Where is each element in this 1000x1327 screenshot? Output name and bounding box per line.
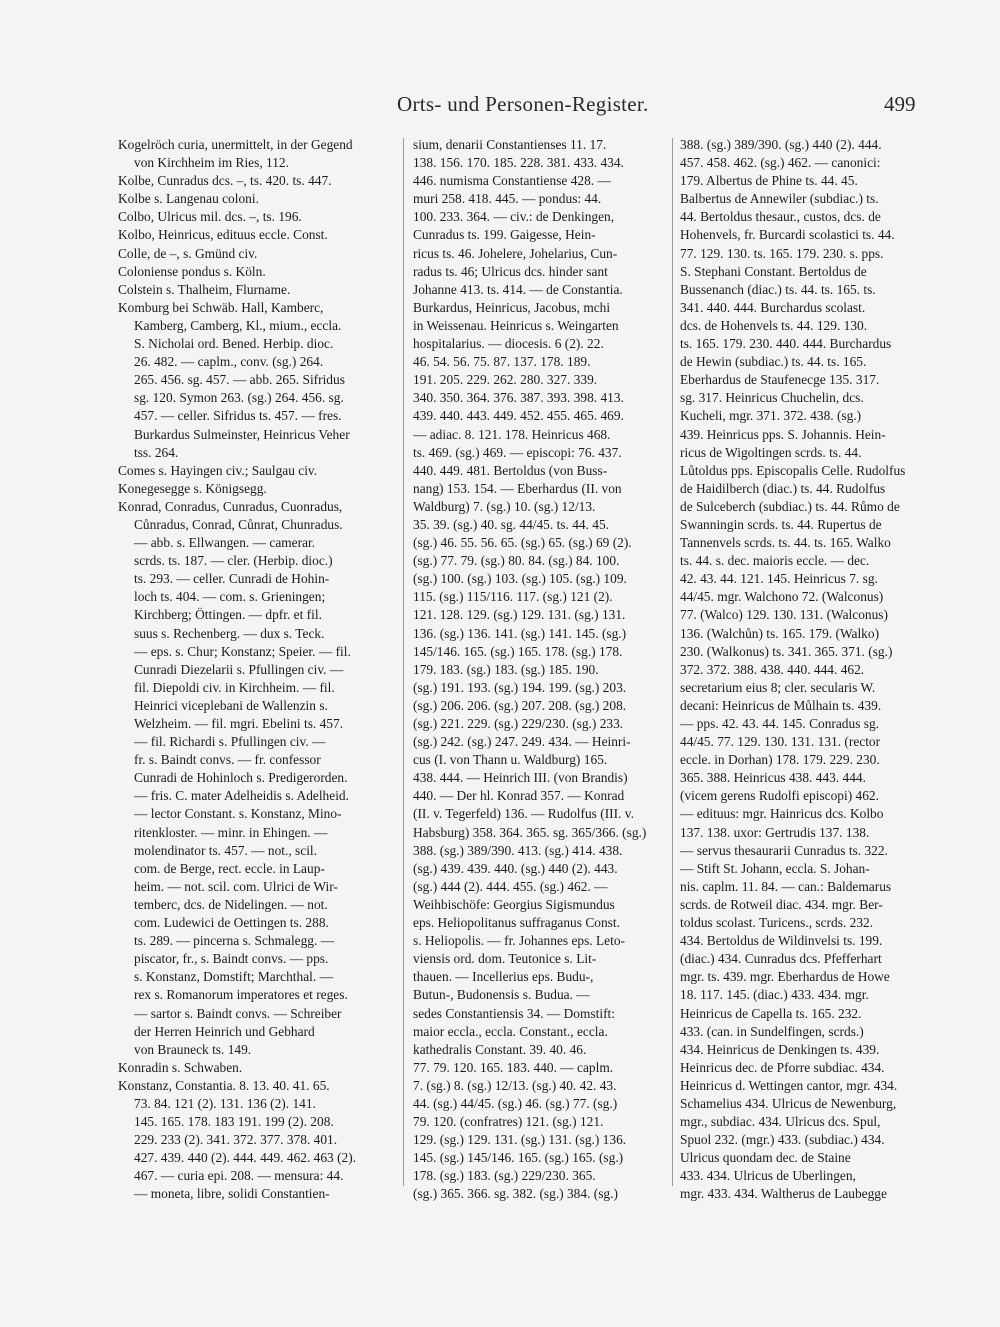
register-line: tss. 264. bbox=[134, 444, 179, 460]
register-line: Schamelius 434. Ulricus de Newenburg, bbox=[680, 1095, 897, 1111]
page-number: 499 bbox=[884, 92, 916, 116]
register-line: — pps. 42. 43. 44. 145. Conradus sg. bbox=[680, 716, 880, 731]
register-line: 467. — curia epi. 208. — mensura: 44. bbox=[134, 1168, 344, 1184]
register-line: 191. 205. 229. 262. 280. 327. 339. bbox=[413, 372, 598, 388]
register-line: (sg.) 46. 55. 56. 65. (sg.) 65. (sg.) 69 (2). bbox=[413, 535, 632, 551]
register-line: Colstein s. Thalheim, Flurname. bbox=[118, 281, 291, 297]
register-line: — fil. Richardi s. Pfullingen civ. — bbox=[134, 734, 326, 750]
register-line: 100. 233. 364. — civ.: de Denkingen, bbox=[413, 209, 615, 225]
register-line: Burkardus, Heinricus, Jacobus, mchi bbox=[413, 299, 611, 315]
register-line: 457. 458. 462. (sg.) 462. — canonici: bbox=[680, 155, 881, 171]
register-line: s. Heliopolis. — fr. Johannes eps. Leto- bbox=[413, 933, 625, 949]
register-line: de Hewin (subdiac.) ts. 44. ts. 165. bbox=[680, 354, 867, 370]
register-line: molendinator ts. 457. — not., scil. bbox=[134, 842, 317, 858]
register-line: mgr. 433. 434. Waltherus de Laubegge bbox=[680, 1186, 887, 1202]
register-line: ricus de Wigoltingen scrds. ts. 44. bbox=[680, 444, 862, 460]
register-line: maior eccla., eccla. Constant., eccla. bbox=[413, 1023, 608, 1039]
register-line: Burkardus Sulmeinster, Heinricus Veher bbox=[134, 426, 350, 442]
register-line: sium, denarii Constantienses 11. 17. bbox=[413, 137, 607, 152]
register-line: suus s. Rechenberg. — dux s. Teck. bbox=[134, 625, 325, 641]
register-line: 137. 138. uxor: Gertrudis 137. 138. bbox=[680, 824, 870, 840]
register-line: Konegesegge s. Königsegg. bbox=[118, 480, 267, 496]
register-line: — servus thesaurarii Cunradus ts. 322. bbox=[680, 842, 888, 858]
register-line: fr. s. Baindt convs. — fr. confessor bbox=[134, 752, 321, 768]
register-line: (sg.) 365. 366. sg. 382. (sg.) 384. (sg.) bbox=[413, 1186, 618, 1202]
register-line: in Weissenau. Heinricus s. Weingarten bbox=[413, 317, 619, 333]
register-line: heim. — not. scil. com. Ulrici de Wir- bbox=[134, 878, 338, 894]
register-line: nang) 153. 154. — Eberhardus (II. von bbox=[413, 480, 622, 496]
register-line: 372. 372. 388. 438. 440. 444. 462. bbox=[680, 661, 865, 677]
register-line: — lector Constant. s. Konstanz, Mino- bbox=[134, 806, 342, 822]
register-line: Coloniense pondus s. Köln. bbox=[118, 263, 266, 279]
register-line: 434. Bertoldus de Wildinvelsi ts. 199. bbox=[680, 933, 883, 949]
register-line: 438. 444. — Heinrich III. (von Brandis) bbox=[413, 770, 628, 786]
register-line: mgr., subdiac. 434. Ulricus dcs. Spul, bbox=[680, 1114, 881, 1130]
register-line: Waldburg) 7. (sg.) 10. (sg.) 12/13. bbox=[413, 498, 596, 514]
column-divider bbox=[403, 138, 404, 1186]
register-line: (sg.) 77. 79. (sg.) 80. 84. (sg.) 84. 100. bbox=[413, 553, 620, 569]
register-column-1 bbox=[118, 136, 393, 1204]
register-line: Kolbo, Heinricus, edituus eccle. Const. bbox=[118, 227, 328, 243]
register-line: 136. (sg.) 136. 141. (sg.) 141. 145. (sg.) bbox=[413, 625, 627, 641]
register-line: 340. 350. 364. 376. 387. 393. 398. 413. bbox=[413, 390, 624, 406]
register-line: 145. (sg.) 145/146. 165. (sg.) 165. (sg.) bbox=[413, 1150, 624, 1166]
register-line: der Herren Heinrich und Gebhard bbox=[134, 1023, 315, 1039]
register-line: Johanne 413. ts. 414. — de Constantia. bbox=[413, 281, 623, 297]
register-line: 439. 440. 443. 449. 452. 455. 465. 469. bbox=[413, 408, 624, 424]
register-line: (II. v. Tegerfeld) 136. — Rudolfus (III. v. bbox=[413, 806, 634, 822]
register-line: 44/45. mgr. Walchono 72. (Walconus) bbox=[680, 589, 884, 605]
register-line: 79. 120. (confratres) 121. (sg.) 121. bbox=[413, 1114, 604, 1130]
register-line: Heinricus d. Wettingen cantor, mgr. 434. bbox=[680, 1077, 898, 1093]
register-line: Konradin s. Schwaben. bbox=[118, 1059, 243, 1075]
register-line: Kirchberg; Öttingen. — dpfr. et fil. bbox=[134, 607, 322, 623]
register-line: Butun-, Budonensis s. Budua. — bbox=[413, 987, 590, 1003]
register-line: sg. 120. Symon 263. (sg.) 264. 456. sg. bbox=[134, 390, 344, 406]
register-line: 138. 156. 170. 185. 228. 381. 433. 434. bbox=[413, 155, 624, 171]
register-column-3 bbox=[680, 136, 933, 1204]
register-line: de Sulceberch (subdiac.) ts. 44. Růmo de bbox=[680, 498, 900, 514]
register-line: nis. caplm. 11. 84. — can.: Baldemarus bbox=[680, 878, 892, 894]
register-line: radus ts. 46; Ulricus dcs. hinder sant bbox=[413, 263, 608, 279]
register-line: S. Stephani Constant. Bertoldus de bbox=[680, 263, 867, 279]
register-line: Kamberg, Camberg, Kl., mium., eccla. bbox=[134, 317, 342, 333]
register-line: (sg.) 221. 229. (sg.) 229/230. (sg.) 233. bbox=[413, 716, 624, 731]
register-line: 42. 43. 44. 121. 145. Heinricus 7. sg. bbox=[680, 571, 878, 587]
register-line: 26. 482. — caplm., conv. (sg.) 264. bbox=[134, 354, 324, 370]
register-line: Welzheim. — fil. mgri. Ebelini ts. 457. bbox=[134, 716, 344, 731]
register-line: 18. 117. 145. (diac.) 433. 434. mgr. bbox=[680, 987, 869, 1003]
register-line: — Stift St. Johann, eccla. S. Johan- bbox=[680, 860, 870, 876]
register-line: Heinricus dec. de Pforre subdiac. 434. bbox=[680, 1059, 885, 1075]
register-line: 121. 128. 129. (sg.) 129. 131. (sg.) 131. bbox=[413, 607, 626, 623]
register-line: sg. 317. Heinricus Chuchelin, dcs. bbox=[680, 390, 864, 406]
register-line: ts. 165. 179. 230. 440. 444. Burchardus bbox=[680, 336, 892, 352]
register-line: secretarium eius 8; cler. secularis W. bbox=[680, 679, 876, 695]
column-divider bbox=[672, 138, 673, 1186]
register-line: 434. Heinricus de Denkingen ts. 439. bbox=[680, 1041, 880, 1057]
register-line: 7. (sg.) 8. (sg.) 12/13. (sg.) 40. 42. 43. bbox=[413, 1077, 617, 1093]
register-line: mgr. ts. 439. mgr. Eberhardus de Howe bbox=[680, 969, 890, 985]
register-line: Konstanz, Constantia. 8. 13. 40. 41. 65. bbox=[118, 1077, 330, 1093]
register-line: Cunradi de Hohinloch s. Predigerorden. bbox=[134, 770, 348, 786]
register-line: decani: Heinricus de Můlhain ts. 439. bbox=[680, 697, 882, 713]
register-line: 178. (sg.) 183. (sg.) 229/230. 365. bbox=[413, 1168, 596, 1184]
register-line: 77. (Walco) 129. 130. 131. (Walconus) bbox=[680, 607, 888, 623]
register-line: 433. (can. in Sundelfingen, scrds.) bbox=[680, 1023, 864, 1039]
register-line: Balbertus de Annewiler (subdiac.) ts. bbox=[680, 191, 879, 207]
register-line: 229. 233 (2). 341. 372. 377. 378. 401. bbox=[134, 1132, 338, 1148]
register-line: 365. 388. Heinricus 438. 443. 444. bbox=[680, 770, 866, 786]
register-line: thauen. — Incellerius eps. Budu-, bbox=[413, 969, 594, 985]
register-line: Tannenvels scrds. ts. 44. ts. 165. Walko bbox=[680, 535, 891, 551]
register-line: (sg.) 444 (2). 444. 455. (sg.) 462. — bbox=[413, 878, 608, 894]
register-line: hospitalarius. — diocesis. 6 (2). 22. bbox=[413, 336, 604, 352]
register-line: 179. 183. (sg.) 183. (sg.) 185. 190. bbox=[413, 661, 599, 677]
register-line: 230. (Walkonus) ts. 341. 365. 371. (sg.) bbox=[680, 643, 893, 659]
register-line: loch ts. 404. — com. s. Grieningen; bbox=[134, 589, 326, 605]
register-line: Kogelröch curia, unermittelt, in der Gegend bbox=[118, 137, 353, 152]
register-line: 77. 129. 130. ts. 165. 179. 230. s. pps. bbox=[680, 245, 884, 261]
register-line: rex s. Romanorum imperatores et reges. bbox=[134, 987, 348, 1003]
register-line: de Haidilberch (diac.) ts. 44. Rudolfus bbox=[680, 480, 886, 496]
page-header-title: Orts- und Personen-Register. bbox=[397, 92, 649, 116]
register-line: scrds. ts. 187. — cler. (Herbip. dioc.) bbox=[134, 553, 333, 569]
register-line: (sg.) 206. 206. (sg.) 207. 208. (sg.) 208. bbox=[413, 697, 627, 713]
register-line: 457. — celler. Sifridus ts. 457. — fres. bbox=[134, 408, 342, 424]
register-line: 73. 84. 121 (2). 131. 136 (2). 141. bbox=[134, 1095, 316, 1111]
register-line: ts. 44. s. dec. maioris eccle. — dec. bbox=[680, 553, 870, 569]
register-line: Hohenvels, fr. Burcardi scolastici ts. 44. bbox=[680, 227, 895, 243]
register-line: 129. (sg.) 129. 131. (sg.) 131. (sg.) 136. bbox=[413, 1132, 627, 1148]
register-line: (sg.) 242. (sg.) 247. 249. 434. — Heinri- bbox=[413, 734, 631, 750]
register-column-2 bbox=[413, 136, 669, 1204]
register-line: — edituus: mgr. Hainricus dcs. Kolbo bbox=[680, 806, 884, 822]
register-line: 46. 54. 56. 75. 87. 137. 178. 189. bbox=[413, 354, 591, 370]
register-line: ritenkloster. — minr. in Ehingen. — bbox=[134, 824, 328, 840]
register-line: 115. (sg.) 115/116. 117. (sg.) 121 (2). bbox=[413, 589, 613, 605]
register-line: Eberhardus de Staufenecge 135. 317. bbox=[680, 372, 880, 388]
register-line: — moneta, libre, solidi Constantien- bbox=[134, 1186, 330, 1202]
register-line: dcs. de Hohenvels ts. 44. 129. 130. bbox=[680, 317, 868, 333]
register-line: s. Konstanz, Domstift; Marchthal. — bbox=[134, 969, 333, 985]
register-line: eps. Heliopolitanus suffraganus Const. bbox=[413, 915, 620, 931]
register-line: ricus ts. 46. Johelere, Johelarius, Cun- bbox=[413, 245, 618, 261]
register-line: Kolbe, Cunradus dcs. –, ts. 420. ts. 447. bbox=[118, 173, 332, 189]
register-line: 388. (sg.) 389/390. (sg.) 440 (2). 444. bbox=[680, 137, 882, 152]
register-line: S. Nicholai ord. Bened. Herbip. dioc. bbox=[134, 336, 334, 352]
register-line: von Kirchheim im Ries, 112. bbox=[134, 155, 289, 171]
register-line: 433. 434. Ulricus de Uberlingen, bbox=[680, 1168, 856, 1184]
register-line: fil. Diepoldi civ. in Kirchheim. — fil. bbox=[134, 679, 335, 695]
register-line: (vicem gerens Rudolfi episcopi) 462. bbox=[680, 788, 879, 804]
register-line: 179. Albertus de Phine ts. 44. 45. bbox=[680, 173, 858, 189]
register-line: — eps. s. Chur; Konstanz; Speier. — fil. bbox=[134, 643, 351, 659]
register-line: Kucheli, mgr. 371. 372. 438. (sg.) bbox=[680, 408, 862, 424]
register-line: Komburg bei Schwäb. Hall, Kamberc, bbox=[118, 299, 324, 315]
register-line: — fris. C. mater Adelheidis s. Adelheid. bbox=[134, 788, 349, 804]
register-line: eccle. in Dorhan) 178. 179. 229. 230. bbox=[680, 752, 880, 768]
register-line: (sg.) 439. 439. 440. (sg.) 440 (2). 443. bbox=[413, 860, 618, 876]
register-line: 265. 456. sg. 457. — abb. 265. Sifridus bbox=[134, 372, 345, 388]
register-line: Heinricus de Capella ts. 165. 232. bbox=[680, 1005, 862, 1021]
register-line: ts. 293. — celler. Cunradi de Hohin- bbox=[134, 571, 330, 587]
running-head bbox=[0, 92, 1000, 122]
register-line: ts. 289. — pincerna s. Schmalegg. — bbox=[134, 933, 335, 949]
register-line: 136. (Walchůn) ts. 165. 179. (Walko) bbox=[680, 625, 880, 641]
register-line: 44. (sg.) 44/45. (sg.) 46. (sg.) 77. (sg.) bbox=[413, 1095, 618, 1111]
register-line: ts. 469. (sg.) 469. — episcopi: 76. 437. bbox=[413, 444, 622, 460]
register-line: scrds. de Rotweil diac. 434. mgr. Ber- bbox=[680, 896, 883, 912]
register-line: Weihbischöfe: Georgius Sigismundus bbox=[413, 896, 615, 912]
register-line: 77. 79. 120. 165. 183. 440. — caplm. bbox=[413, 1059, 614, 1075]
register-line: Habsburg) 358. 364. 365. sg. 365/366. (sg.) bbox=[413, 824, 647, 840]
register-line: cus (I. von Thann u. Waldburg) 165. bbox=[413, 752, 608, 768]
register-line: Cůnradus, Conrad, Cůnrat, Chunradus. bbox=[134, 516, 343, 532]
register-line: Konrad, Conradus, Cunradus, Cuonradus, bbox=[118, 498, 343, 514]
register-line: Spuol 232. (mgr.) 433. (subdiac.) 434. bbox=[680, 1132, 885, 1148]
register-line: — sartor s. Baindt convs. — Schreiber bbox=[134, 1005, 342, 1021]
register-line: 427. 439. 440 (2). 444. 449. 462. 463 (2). bbox=[134, 1150, 357, 1166]
register-line: viensis ord. dom. Teutonice s. Lit- bbox=[413, 951, 597, 967]
register-line: Cunradi Diezelarii s. Pfullingen civ. — bbox=[134, 661, 344, 677]
register-line: Ulricus quondam dec. de Staine bbox=[680, 1150, 851, 1166]
register-line: kathedralis Constant. 39. 40. 46. bbox=[413, 1041, 587, 1057]
register-line: Colle, de –, s. Gmünd civ. bbox=[118, 245, 258, 261]
register-line: 44/45. 77. 129. 130. 131. 131. (rector bbox=[680, 734, 881, 750]
register-line: muri 258. 418. 445. — pondus: 44. bbox=[413, 191, 602, 207]
register-line: sedes Constantiensis 34. — Domstift: bbox=[413, 1005, 615, 1021]
register-line: 35. 39. (sg.) 40. sg. 44/45. ts. 44. 45. bbox=[413, 516, 610, 532]
register-line: Kolbe s. Langenau coloni. bbox=[118, 191, 259, 207]
register-line: (diac.) 434. Cunradus dcs. Pfefferhart bbox=[680, 951, 882, 967]
register-line: von Brauneck ts. 149. bbox=[134, 1041, 252, 1057]
register-line: 341. 440. 444. Burchardus scolast. bbox=[680, 299, 866, 315]
register-line: Cunradus ts. 199. Gaigesse, Hein- bbox=[413, 227, 596, 243]
register-line: com. Ludewici de Oettingen ts. 288. bbox=[134, 915, 329, 931]
register-line: Comes s. Hayingen civ.; Saulgau civ. bbox=[118, 462, 318, 478]
register-line: Lůtoldus pps. Episcopalis Celle. Rudolfus bbox=[680, 462, 906, 478]
register-line: (sg.) 100. (sg.) 103. (sg.) 105. (sg.) 109. bbox=[413, 571, 627, 587]
register-line: (sg.) 191. 193. (sg.) 194. 199. (sg.) 203. bbox=[413, 679, 627, 695]
register-line: Colbo, Ulricus mil. dcs. –, ts. 196. bbox=[118, 209, 302, 225]
register-line: — adiac. 8. 121. 178. Heinricus 468. bbox=[413, 426, 611, 442]
register-line: 145. 165. 178. 183 191. 199 (2). 208. bbox=[134, 1114, 334, 1130]
register-line: 388. (sg.) 389/390. 413. (sg.) 414. 438. bbox=[413, 842, 623, 858]
register-line: toldus scolast. Turicens., scrds. 232. bbox=[680, 915, 874, 931]
register-line: piscator, fr., s. Baindt convs. — pps. bbox=[134, 951, 329, 967]
register-line: Swanningin scrds. ts. 44. Rupertus de bbox=[680, 516, 882, 532]
register-line: Heinrici viceplebani de Wallenzin s. bbox=[134, 697, 328, 713]
register-line: 440. — Der hl. Konrad 357. — Konrad bbox=[413, 788, 625, 804]
register-line: 439. Heinricus pps. S. Johannis. Hein- bbox=[680, 426, 886, 442]
register-line: 446. numisma Constantiense 428. — bbox=[413, 173, 611, 189]
register-line: Bussenanch (diac.) ts. 44. ts. 165. ts. bbox=[680, 281, 876, 297]
register-line: 440. 449. 481. Bertoldus (von Buss- bbox=[413, 462, 608, 478]
register-line: 44. Bertoldus thesaur., custos, dcs. de bbox=[680, 209, 881, 225]
register-line: temberc, dcs. de Nidelingen. — not. bbox=[134, 896, 328, 912]
register-line: com. de Berge, rect. eccle. in Laup- bbox=[134, 860, 325, 876]
register-line: 145/146. 165. (sg.) 165. 178. (sg.) 178. bbox=[413, 643, 623, 659]
register-line: — abb. s. Ellwangen. — camerar. bbox=[134, 535, 316, 551]
